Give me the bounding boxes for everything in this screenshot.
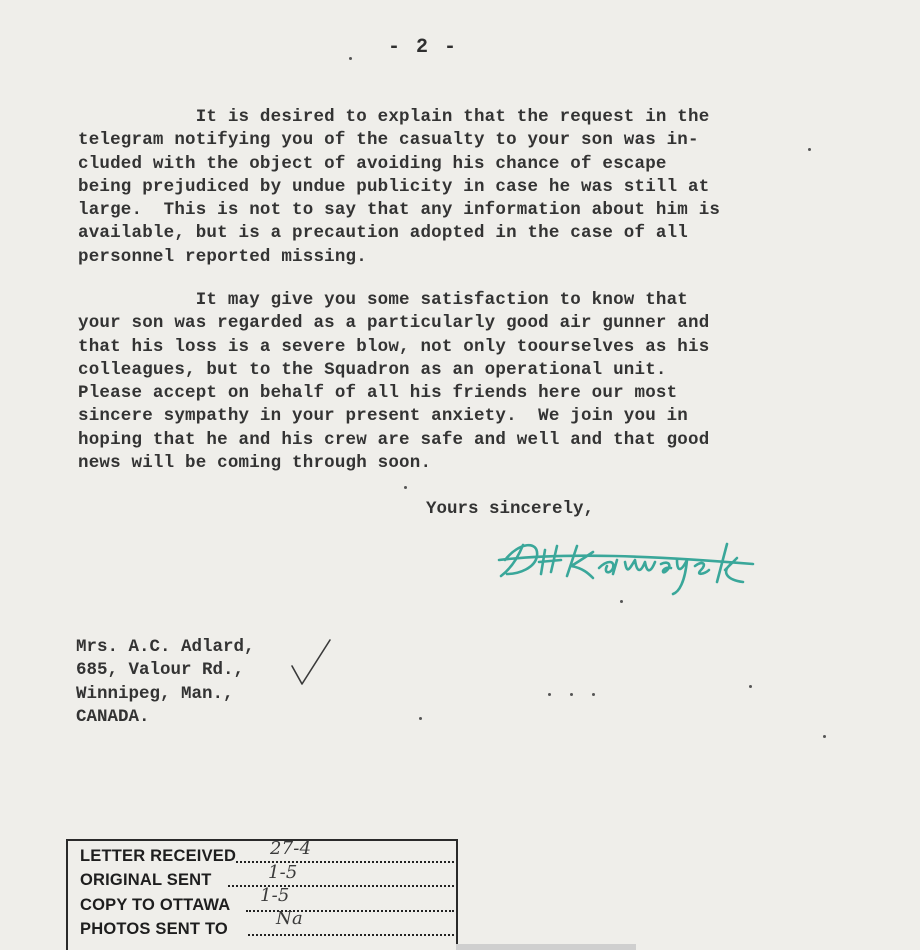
address-line: 685, Valour Rd., [76, 660, 245, 681]
paragraph-line: Please accept on behalf of all his friends here our most [78, 383, 678, 404]
paragraph-line: available, but is a precaution adopted in the case of all [78, 223, 688, 244]
checkmark-icon [288, 636, 334, 688]
address-line: Winnipeg, Man., [76, 683, 234, 704]
paragraph-line: It is desired to explain that the request in the [78, 107, 710, 127]
paragraph-line: sincere sympathy in your present anxiety. We join you in [78, 406, 688, 427]
paragraph-line: hoping that he and his crew are safe and well and that good [78, 429, 710, 450]
paragraph-line: It may give you some satisfaction to know that [78, 290, 688, 310]
handwritten-signature [495, 530, 770, 600]
stamp-handwritten-value: Na [276, 908, 303, 929]
paper-speck [404, 486, 407, 489]
stamp-dotted-line [248, 934, 454, 936]
paper-speck [349, 57, 352, 60]
paragraph-line: large. This is not to say that any information about him is [78, 200, 721, 221]
correspondence-stamp [66, 839, 458, 950]
page-number: - 2 - [388, 36, 459, 59]
recipient-address [76, 636, 255, 729]
stamp-label: COPY TO OTTAWA [80, 896, 231, 914]
paper-speck [620, 600, 623, 603]
stamp-handwritten-value: 1-5 [260, 885, 290, 906]
paragraph-line: cluded with the object of avoiding his chance of escape [78, 153, 667, 174]
scan-edge [456, 944, 636, 950]
stamp-label: PHOTOS SENT TO [80, 920, 228, 938]
paragraph-line: telegram notifying you of the casualty to your son was in- [78, 130, 699, 151]
paper-speck [808, 148, 811, 151]
stamp-row-original-sent [80, 862, 298, 890]
stamp-label: LETTER RECEIVED [80, 847, 237, 865]
paragraph-line: your son was regarded as a particularly good air gunner and [78, 313, 710, 334]
paragraph-line: personnel reported missing. [78, 246, 367, 267]
paper-speck [823, 735, 826, 738]
paper-speck [419, 717, 422, 720]
address-line: CANADA. [76, 706, 150, 727]
paragraph-line: being prejudiced by undue publicity in case he was still at [78, 176, 710, 197]
paper-speck [592, 693, 595, 696]
paragraph-line: that his loss is a severe blow, not only toourselves as his [78, 336, 710, 357]
signature-strokes [499, 544, 753, 594]
stamp-label: ORIGINAL SENT [80, 871, 212, 889]
stamp-handwritten-value: 27-4 [270, 838, 312, 859]
address-line: Mrs. A.C. Adlard, [76, 637, 255, 657]
paragraph-line: news will be coming through soon. [78, 453, 432, 474]
closing-salutation: Yours sincerely, [426, 499, 595, 519]
stamp-handwritten-value: 1-5 [268, 862, 298, 883]
paragraph-casualty-explanation [78, 106, 798, 269]
paper-speck [548, 693, 551, 696]
stamp-row-copy-to-ottawa [80, 885, 290, 915]
stamp-row-letter-received [80, 838, 312, 866]
paper-speck [570, 693, 573, 696]
paper-speck [749, 685, 752, 688]
paragraph-sympathy [78, 289, 798, 475]
stamp-row-photos-sent-to [80, 908, 303, 939]
paragraph-line: colleagues, but to the Squadron as an operational unit. [78, 359, 667, 380]
